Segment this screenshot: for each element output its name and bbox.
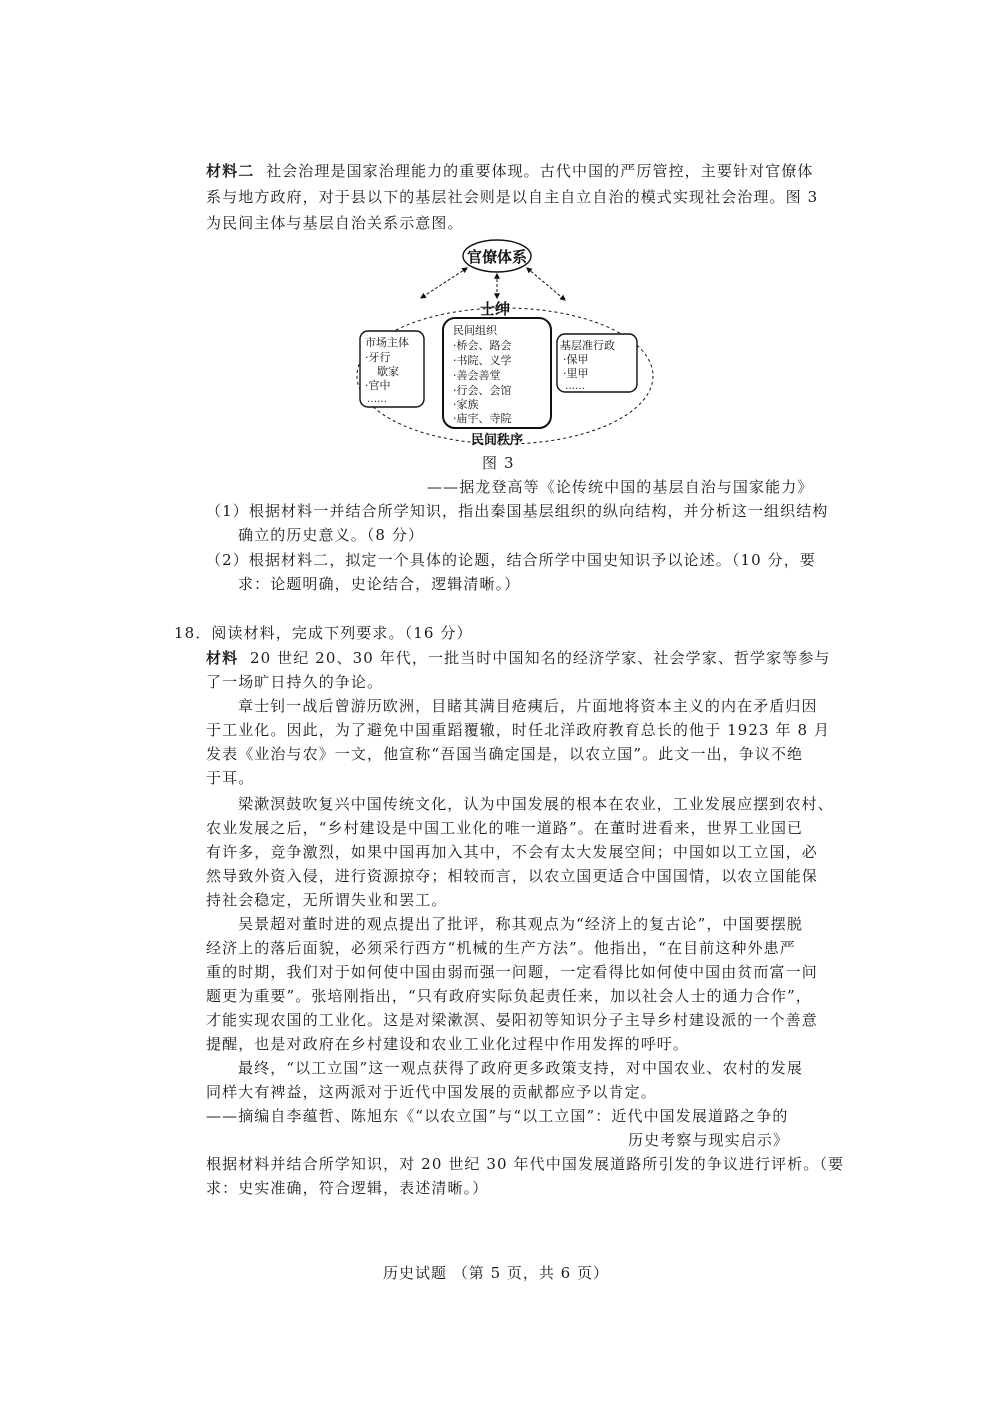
q18-p1-line2: 了一场旷日持久的争论。 bbox=[206, 673, 384, 691]
q18-material-label: 材料 bbox=[206, 649, 239, 667]
folk-org-item-2: ·书院、义学 bbox=[453, 354, 512, 367]
figure3-diagram bbox=[355, 236, 665, 450]
material2-line3: 为民间主体与基层自治关系示意图。 bbox=[206, 214, 464, 232]
folk-org-item-1: ·桥会、路会 bbox=[453, 339, 512, 352]
q18-task-line1: 根据材料并结合所学知识，对 20 世纪 30 年代中国发展道路所引发的争议进行评析。（要 bbox=[206, 1155, 845, 1173]
market-item-4: …… bbox=[367, 394, 387, 405]
material2-label: 材料二 bbox=[206, 162, 255, 180]
market-title: 市场主体 bbox=[365, 336, 409, 349]
q18-p4-line1: 吴景超对董时进的观点提出了批评，称其观点为“经济上的复古论”，中国要摆脱 bbox=[238, 915, 803, 933]
arrow-right bbox=[527, 268, 565, 300]
market-item-2: 歇家 bbox=[377, 365, 399, 378]
q18-p2-line3: 发表《业治与农》一文，他宣称“吾国当确定国是，以农立国”。此文一出，争议不绝 bbox=[206, 745, 804, 763]
q18-p5-line1: 最终，“以工立国”这一观点获得了政府更多政策支持，对中国农业、农村的发展 bbox=[238, 1059, 803, 1077]
q18-p4-line6: 提醒，也是对政府在乡村建设和农业工业化过程中作用发挥的呼吁。 bbox=[206, 1035, 690, 1053]
q1-line1: （1）根据材料一并结合所学知识，指出秦国基层组织的纵向结构，并分析这一组织结构 bbox=[206, 502, 829, 520]
q2-line1: （2）根据材料二，拟定一个具体的论题，结合所学中国史知识予以论述。（10 分，要 bbox=[206, 551, 816, 569]
q18-p5-line2: 同样大有裨益，这两派对于近代中国发展的贡献都应予以肯定。 bbox=[206, 1083, 657, 1101]
q18-p3-line1: 梁漱溟鼓吹复兴中国传统文化，认为中国发展的根本在农业，工业发展应摆到农村、 bbox=[238, 795, 834, 813]
q18-p3-line5: 持社会稳定，无所谓失业和罢工。 bbox=[206, 891, 448, 909]
q18-p4-line3: 重的时期，我们对于如何使中国由弱而强一问题，一定看得比如何使中国由贫而富一问 bbox=[206, 963, 818, 981]
page-footer: 历史试题 （第 5 页，共 6 页） bbox=[383, 1264, 609, 1282]
folk-order-label: 民间秩序 bbox=[470, 433, 524, 448]
source-1: ——据龙登高等《论传统中国的基层自治与国家能力》 bbox=[427, 478, 814, 496]
q18-p2-line4: 于耳。 bbox=[206, 769, 255, 787]
q18-header: 18．阅读材料，完成下列要求。（16 分） bbox=[174, 624, 473, 642]
quasi-admin-title: 基层准行政 bbox=[560, 339, 615, 352]
q2-line2: 求：论题明确，史论结合，逻辑清晰。） bbox=[238, 575, 521, 593]
q18-p3-line2: 农业发展之后，“乡村建设是中国工业化的唯一道路”。在董时进看来，世界工业国已 bbox=[206, 819, 804, 837]
q18-task-line2: 求：史实准确，符合逻辑，表述清晰。） bbox=[206, 1179, 489, 1197]
gentry-label: 士绅 bbox=[479, 300, 511, 318]
bureaucracy-label: 官僚体系 bbox=[466, 248, 528, 266]
arrow-left bbox=[421, 268, 467, 298]
quasi-admin-item-1: ·保甲 bbox=[563, 353, 589, 366]
q18-p1-text: 20 世纪 20、30 年代，一批当时中国知名的经济学家、社会学家、哲学家等参与 bbox=[249, 649, 831, 667]
q18-p4-line2: 经济上的落后面貌，必须采行西方“机械的生产方法”。他指出，“在目前这种外患严 bbox=[206, 939, 796, 957]
q18-source-line1: ——摘编自李蕴哲、陈旭东《“以农立国”与“以工立国”：近代中国发展道路之争的 bbox=[206, 1107, 789, 1125]
material2-line1 bbox=[206, 160, 813, 182]
market-item-1: ·牙行 bbox=[365, 351, 391, 364]
material2-text-1: 社会治理是国家治理能力的重要体现。古代中国的严厉管控，主要针对官僚体 bbox=[266, 162, 814, 180]
folk-org-item-4: ·行会、会馆 bbox=[453, 384, 512, 397]
q18-p1-line1 bbox=[206, 647, 831, 669]
q1-line2: 确立的历史意义。（8 分） bbox=[238, 526, 425, 544]
market-item-3: ·官中 bbox=[365, 379, 391, 392]
folk-org-item-5: ·家族 bbox=[453, 398, 479, 411]
folk-org-title: 民间组织 bbox=[453, 324, 497, 337]
q18-p2-line2: 于工业化。因此，为了避免中国重蹈覆辙，时任北洋政府教育总长的他于 1923 年 8 月 bbox=[206, 721, 831, 739]
q18-p2-line1: 章士钊一战后曾游历欧洲，目睹其满目疮痍后，片面地将资本主义的内在矛盾归因 bbox=[238, 697, 818, 715]
folk-org-item-6: ·庙宇、寺院 bbox=[453, 412, 512, 425]
q18-p3-line4: 然导致外资入侵，进行资源掠夺；相较而言，以农立国更适合中国国情，以农立国能保 bbox=[206, 867, 818, 885]
quasi-admin-item-2: ·里甲 bbox=[563, 367, 589, 380]
q18-p3-line3: 有许多，竞争激烈，如果中国再加入其中，不会有太大发展空间；中国如以工立国，必 bbox=[206, 843, 818, 861]
figure-caption: 图 3 bbox=[482, 454, 515, 472]
q18-p4-line5: 才能实现农国的工业化。这是对梁漱溟、晏阳初等知识分子主导乡村建设派的一个善意 bbox=[206, 1011, 818, 1029]
q18-p4-line4: 题更为重要”。张培刚指出，“只有政府实际负起责任来，加以社会人士的通力合作”， bbox=[206, 987, 812, 1005]
q18-source-line2: 历史考察与现实启示》 bbox=[628, 1131, 790, 1149]
material2-line2: 系与地方政府，对于县以下的基层社会则是以自主自立自治的模式实现社会治理。图 3 bbox=[206, 188, 819, 206]
quasi-admin-item-3: …… bbox=[565, 381, 585, 392]
folk-org-item-3: ·善会善堂 bbox=[453, 369, 501, 382]
